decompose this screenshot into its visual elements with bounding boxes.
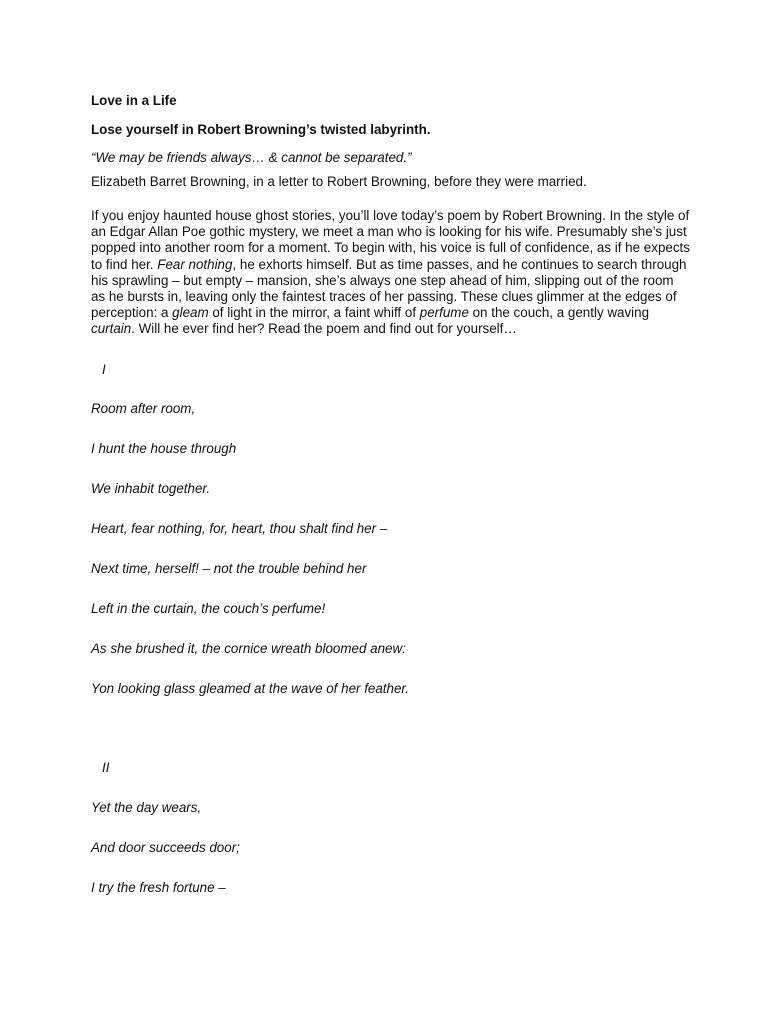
- intro-emphasis: curtain: [91, 321, 132, 337]
- poem-line: I hunt the house through: [91, 440, 237, 456]
- intro-paragraph: [91, 208, 691, 338]
- poem-line: Left in the curtain, the couch’s perfume!: [91, 600, 326, 616]
- poem-line: Next time, herself! – not the trouble behind her: [91, 560, 367, 576]
- intro-emphasis: Fear nothing: [157, 256, 233, 272]
- stanza-number: II: [102, 759, 110, 775]
- epigraph-quote: “We may be friends always… & cannot be separated.”: [91, 150, 412, 165]
- poem-line: And door succeeds door;: [91, 839, 240, 855]
- intro-text: on the couch, a gently waving: [468, 305, 650, 321]
- poem-line: As she brushed it, the cornice wreath bloomed anew:: [91, 640, 406, 656]
- intro-text: , he exhorts himself. But as time passes, and he continues to search through his sprawling – but empty – mansion, she’s always one step ahead of him, slipping out of the room as he bursts in, leaving only the faintest traces of her passing. These clues glimmer at the edges of perception: a: [91, 256, 687, 321]
- poem-line: We inhabit together.: [91, 480, 211, 496]
- intro-text: . Will he ever find her? Read the poem and find out for yourself…: [131, 321, 517, 337]
- document-body: [91, 93, 691, 896]
- epigraph-attribution: Elizabeth Barret Browning, in a letter to Robert Browning, before they were married.: [91, 174, 587, 189]
- poem-line: Heart, fear nothing, for, heart, thou shalt find her –: [91, 520, 388, 536]
- poem-line: Yet the day wears,: [91, 799, 202, 815]
- poem: [91, 362, 691, 896]
- poem-line: Room after room,: [91, 400, 196, 416]
- document-title: Love in a Life: [91, 93, 177, 108]
- intro-emphasis: perfume: [419, 305, 469, 321]
- stanza-number: I: [102, 361, 106, 377]
- document-subtitle: Lose yourself in Robert Browning’s twisted labyrinth.: [91, 122, 431, 137]
- intro-text: of light in the mirror, a faint whiff of: [208, 305, 420, 321]
- intro-text: If you enjoy haunted house ghost stories, you’ll love today’s poem by Robert Browning. In the style of an Edgar Allan Poe gothic mystery, we meet a man who is looking for his wife. Presumably she’s just popped into another room for a moment. To begin with, his voice is full of confidence, as if he expects to find her.: [91, 208, 690, 272]
- poem-line: I try the fresh fortune –: [91, 879, 226, 895]
- poem-line: Yon looking glass gleamed at the wave of her feather.: [91, 680, 410, 696]
- intro-emphasis: gleam: [172, 305, 209, 321]
